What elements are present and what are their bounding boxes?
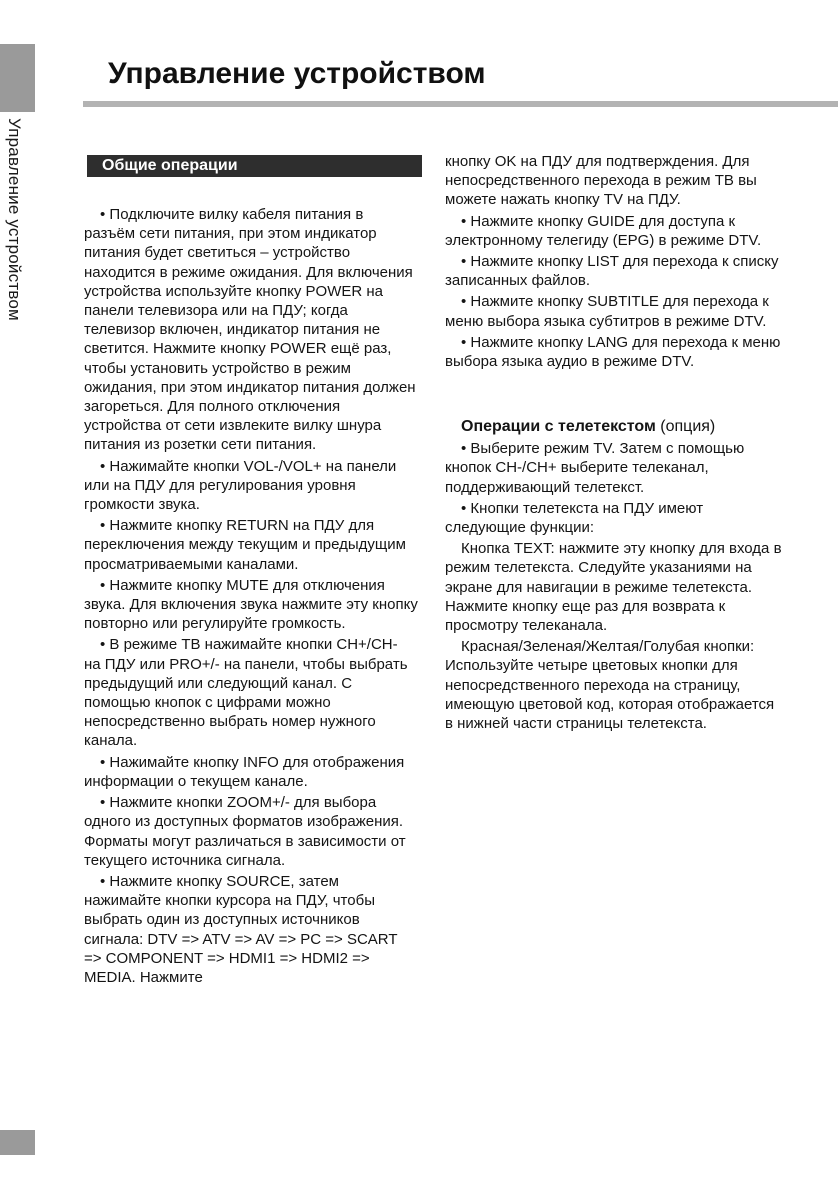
paragraph-source: • Нажмите кнопку SOURCE, затем нажимайте кнопки курсора на ПДУ, чтобы выбрать один из доступных источников сигнала: DTV => ATV => AV => PC => SCART => COMPONENT => HDMI1 => HDMI2 => MEDIA. Нажмите [84, 872, 398, 986]
section-heading-general: Общие операции [87, 155, 422, 177]
right-column [445, 152, 785, 735]
paragraph-lang: • Нажмите кнопку LANG для перехода к меню выбора языка аудио в режиме DTV. [445, 333, 781, 371]
paragraph-teletext-functions: • Кнопки телетекста на ПДУ имеют следующие функции: [445, 499, 704, 537]
paragraph-teletext-color-buttons: Красная/Зеленая/Желтая/Голубая кнопки: Используйте четыре цветовых кнопки для непосредственного перехода на страницу, имеющую цветовой код, которая отображается в нижней части страницы телетекста. [445, 638, 775, 733]
page-title: Управление устройством [108, 57, 486, 90]
paragraph-subtitle: • Нажмите кнопку SUBTITLE для перехода к меню выбора языка субтитров в режиме DTV. [445, 293, 769, 330]
left-column [84, 205, 418, 989]
title-divider [83, 101, 838, 107]
section-heading-teletext [445, 417, 785, 437]
paragraph-power: • Подключите вилку кабеля питания в разъём сети питания, при этом индикатор питания будет светиться – устройство находится в режиме ожидания. Для включения устройства используйте кнопку POWER на панели телевизора или на ПДУ; когда телевизор включен, индикатор питания не светится. Нажмите кнопку POWER ещё раз, чтобы установить устройство в режим ожидания, при этом индикатор питания должен загореться. Для полного отключения устройства от сети извлеките вилку шнура питания из розетки сети питания. [84, 206, 416, 454]
paragraph-source-continued: кнопку OK на ПДУ для подтверждения. Для непосредственного перехода в режим ТВ вы можете нажать кнопку TV на ПДУ. [445, 153, 757, 209]
side-tab-marker [0, 44, 35, 112]
paragraph-guide: • Нажмите кнопку GUIDE для доступа к электронному телегиду (EPG) в режиме DTV. [445, 212, 762, 249]
paragraph-volume: • Нажимайте кнопки VOL-/VOL+ на панели или на ПДУ для регулирования уровня громкости звука. [84, 457, 397, 514]
side-chapter-label: Управление устройством [5, 118, 24, 321]
paragraph-zoom: • Нажмите кнопки ZOOM+/- для выбора одного из доступных форматов изображения. Форматы могут различаться в зависимости от текущего источника сигнала. [84, 794, 406, 869]
paragraph-mute: • Нажмите кнопку MUTE для отключения звука. Для включения звука нажмите эту кнопку повторно или регулируйте громкость. [84, 576, 418, 633]
footer-tab-marker [0, 1130, 35, 1155]
paragraph-return: • Нажмите кнопку RETURN на ПДУ для переключения между текущим и предыдущим просматриваемыми каналами. [84, 517, 406, 573]
paragraph-info: • Нажимайте кнопку INFO для отображения информации о текущем канале. [84, 753, 405, 790]
paragraph-teletext-select: • Выберите режим TV. Затем с помощью кнопок CH-/CH+ выберите телеканал, поддерживающий телетекст. [445, 440, 745, 496]
teletext-heading-title: Операции с телетекстом [461, 418, 656, 436]
paragraph-teletext-text-button: Кнопка TEXT: нажмите эту кнопку для входа в режим телетекста. Следуйте указаниями на экране для навигации в режиме телетекста. Нажмите кнопку еще раз для возврата к просмотру телеканала. [445, 540, 782, 635]
paragraph-list: • Нажмите кнопку LIST для перехода к списку записанных файлов. [445, 253, 779, 290]
teletext-heading-option: (опция) [660, 418, 716, 436]
paragraph-channels: • В режиме ТВ нажимайте кнопки CH+/CH- на ПДУ или PRO+/- на панели, чтобы выбрать предыдущий или следующий канал. С помощью кнопок с цифрами можно непосредственно выбрать номер нужного канала. [84, 636, 408, 750]
